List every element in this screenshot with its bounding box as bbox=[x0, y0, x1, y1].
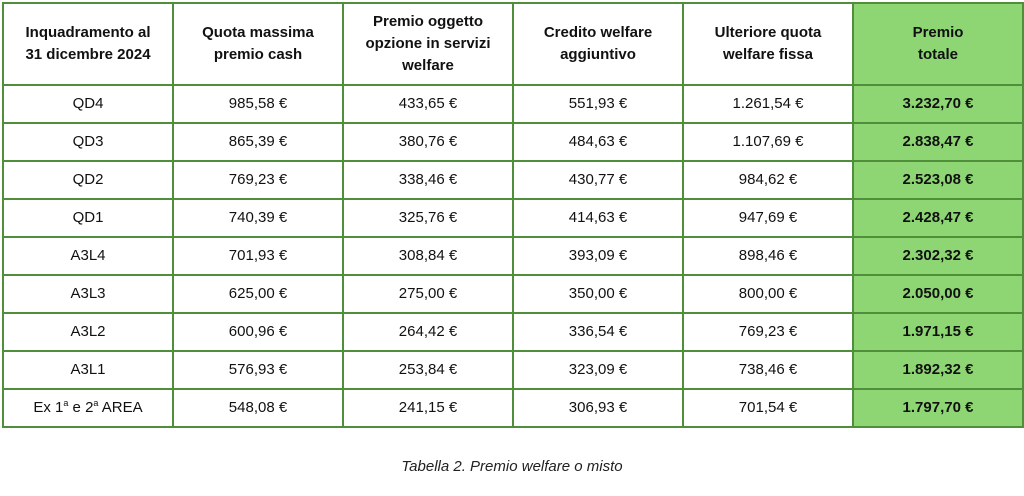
table-row bbox=[3, 85, 1023, 123]
cell-premio-totale: 1.892,32 € bbox=[853, 351, 1023, 389]
table-body bbox=[3, 85, 1023, 427]
cell-quota-fissa: 898,46 € bbox=[683, 237, 853, 275]
header-quota-cash bbox=[173, 3, 343, 85]
header-quota-fissa bbox=[683, 3, 853, 85]
cell-quota-cash: 576,93 € bbox=[173, 351, 343, 389]
cell-text: AREA bbox=[98, 399, 143, 416]
cell-credito-welfare: 551,93 € bbox=[513, 85, 683, 123]
cell-quota-fissa: 738,46 € bbox=[683, 351, 853, 389]
table-row bbox=[3, 123, 1023, 161]
cell-text: Ex 1 bbox=[33, 399, 64, 416]
cell-premio-opzione: 241,15 € bbox=[343, 389, 513, 427]
table-row bbox=[3, 313, 1023, 351]
cell-premio-totale: 2.050,00 € bbox=[853, 275, 1023, 313]
cell-premio-totale: 2.428,47 € bbox=[853, 199, 1023, 237]
table-row bbox=[3, 161, 1023, 199]
table-row bbox=[3, 275, 1023, 313]
cell-premio-opzione: 264,42 € bbox=[343, 313, 513, 351]
cell-quota-cash: 740,39 € bbox=[173, 199, 343, 237]
cell-credito-welfare: 414,63 € bbox=[513, 199, 683, 237]
cell-quota-cash: 701,93 € bbox=[173, 237, 343, 275]
superscript: a bbox=[93, 398, 99, 408]
cell-inquadramento bbox=[3, 389, 173, 427]
table-row bbox=[3, 351, 1023, 389]
cell-credito-welfare: 336,54 € bbox=[513, 313, 683, 351]
header-line: Credito welfare bbox=[543, 24, 653, 41]
header-credito-welfare bbox=[513, 3, 683, 85]
cell-quota-cash: 548,08 € bbox=[173, 389, 343, 427]
cell-inquadramento: QD1 bbox=[3, 199, 173, 237]
cell-premio-totale: 1.971,15 € bbox=[853, 313, 1023, 351]
cell-premio-totale: 3.232,70 € bbox=[853, 85, 1023, 123]
cell-premio-totale: 1.797,70 € bbox=[853, 389, 1023, 427]
cell-text: e 2 bbox=[68, 399, 94, 416]
header-line: welfare fissa bbox=[722, 46, 814, 63]
cell-premio-totale: 2.838,47 € bbox=[853, 123, 1023, 161]
header-line: Premio bbox=[912, 24, 964, 41]
cell-quota-cash: 865,39 € bbox=[173, 123, 343, 161]
cell-inquadramento: A3L2 bbox=[3, 313, 173, 351]
header-line: opzione in servizi bbox=[365, 35, 491, 52]
cell-premio-opzione: 275,00 € bbox=[343, 275, 513, 313]
cell-quota-fissa: 701,54 € bbox=[683, 389, 853, 427]
cell-quota-fissa: 769,23 € bbox=[683, 313, 853, 351]
header-premio-opzione bbox=[343, 3, 513, 85]
cell-premio-opzione: 308,84 € bbox=[343, 237, 513, 275]
cell-credito-welfare: 393,09 € bbox=[513, 237, 683, 275]
cell-credito-welfare: 323,09 € bbox=[513, 351, 683, 389]
header-line: Quota massima bbox=[202, 24, 314, 41]
cell-quota-fissa: 947,69 € bbox=[683, 199, 853, 237]
cell-quota-fissa: 1.261,54 € bbox=[683, 85, 853, 123]
table-row bbox=[3, 199, 1023, 237]
cell-quota-cash: 769,23 € bbox=[173, 161, 343, 199]
cell-quota-cash: 625,00 € bbox=[173, 275, 343, 313]
cell-inquadramento: QD4 bbox=[3, 85, 173, 123]
table-row bbox=[3, 389, 1023, 427]
header-row bbox=[3, 3, 1023, 85]
cell-quota-cash: 600,96 € bbox=[173, 313, 343, 351]
cell-inquadramento: QD2 bbox=[3, 161, 173, 199]
cell-premio-opzione: 338,46 € bbox=[343, 161, 513, 199]
cell-credito-welfare: 430,77 € bbox=[513, 161, 683, 199]
header-line: welfare bbox=[402, 57, 454, 74]
cell-inquadramento: A3L1 bbox=[3, 351, 173, 389]
cell-credito-welfare: 306,93 € bbox=[513, 389, 683, 427]
header-line: totale bbox=[917, 46, 958, 63]
cell-premio-totale: 2.302,32 € bbox=[853, 237, 1023, 275]
cell-quota-fissa: 800,00 € bbox=[683, 275, 853, 313]
cell-premio-opzione: 253,84 € bbox=[343, 351, 513, 389]
cell-premio-totale: 2.523,08 € bbox=[853, 161, 1023, 199]
header-premio-totale bbox=[853, 3, 1023, 85]
cell-inquadramento: A3L3 bbox=[3, 275, 173, 313]
cell-premio-opzione: 380,76 € bbox=[343, 123, 513, 161]
cell-quota-cash: 985,58 € bbox=[173, 85, 343, 123]
cell-quota-fissa: 1.107,69 € bbox=[683, 123, 853, 161]
table-caption: Tabella 2. Premio welfare o misto bbox=[401, 458, 623, 475]
cell-inquadramento: A3L4 bbox=[3, 237, 173, 275]
header-line: aggiuntivo bbox=[560, 46, 636, 63]
header-line: premio cash bbox=[213, 46, 303, 63]
header-line: Premio oggetto bbox=[372, 13, 483, 30]
cell-quota-fissa: 984,62 € bbox=[683, 161, 853, 199]
cell-credito-welfare: 350,00 € bbox=[513, 275, 683, 313]
superscript: a bbox=[63, 398, 69, 408]
premio-welfare-table bbox=[2, 2, 1024, 428]
cell-premio-opzione: 325,76 € bbox=[343, 199, 513, 237]
header-line: 31 dicembre 2024 bbox=[25, 46, 151, 63]
cell-credito-welfare: 484,63 € bbox=[513, 123, 683, 161]
header-line: Ulteriore quota bbox=[714, 24, 822, 41]
header-line: Inquadramento al bbox=[25, 24, 151, 41]
table-row bbox=[3, 237, 1023, 275]
header-inquadramento bbox=[3, 3, 173, 85]
cell-premio-opzione: 433,65 € bbox=[343, 85, 513, 123]
cell-inquadramento: QD3 bbox=[3, 123, 173, 161]
